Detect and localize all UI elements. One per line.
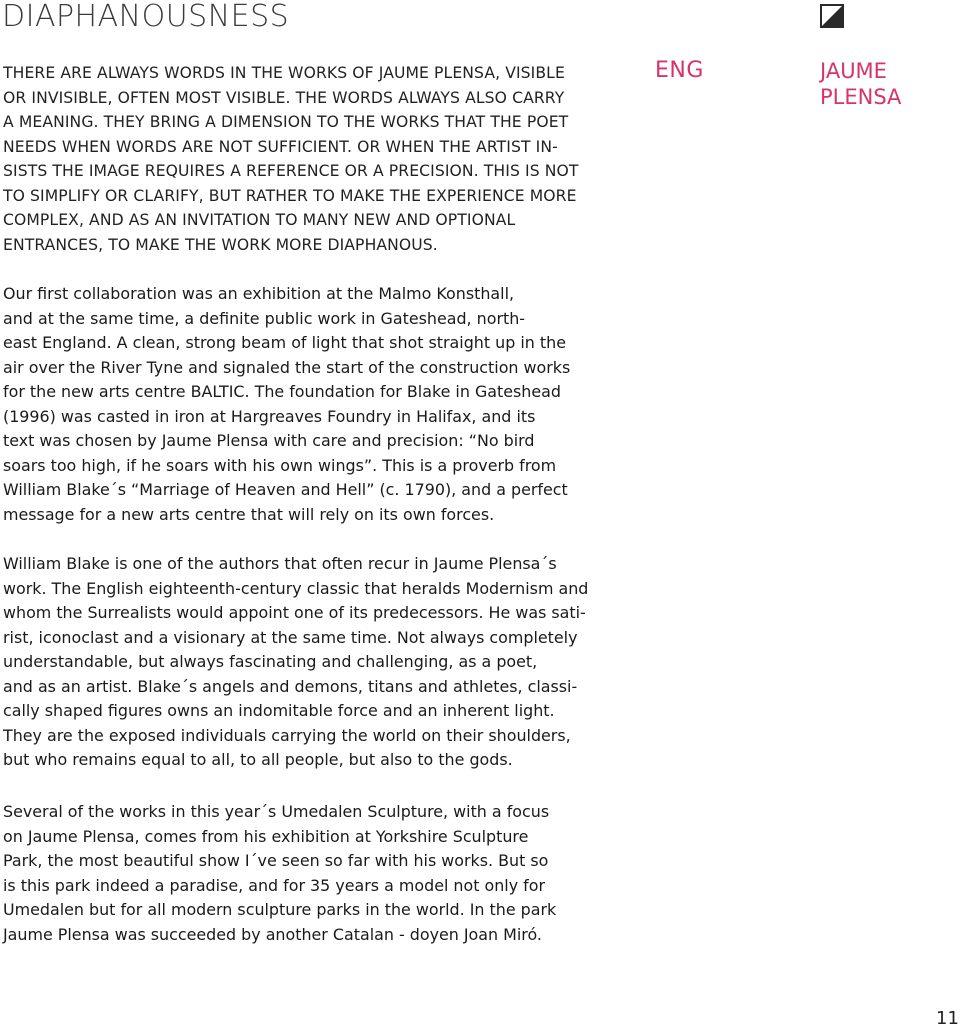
- text-line: and at the same time, a definite public work in Gateshead, north-: [3, 308, 526, 328]
- triangle-corner-icon: [820, 4, 844, 28]
- text-line: Several of the works in this year´s Umedalen Sculpture, with a focus: [3, 802, 550, 821]
- body-paragraph-1: [3, 282, 643, 527]
- author-last-name: PLENSA: [820, 85, 902, 109]
- text-line: NEEDS WHEN WORDS ARE NOT SUFFICIENT. OR WHEN THE ARTIST IN-: [3, 137, 558, 156]
- author-name: [820, 58, 950, 110]
- text-line: They are the exposed individuals carrying the world on their shoulders,: [3, 725, 571, 745]
- intro-paragraph: [3, 61, 633, 257]
- text-line: whom the Surrealists would appoint one of its predecessors. He was sati-: [3, 603, 586, 622]
- text-line: is this park indeed a paradise, and for 35 years a model not only for: [3, 875, 546, 895]
- page-title: DIAPHANOUSNESS: [2, 0, 290, 34]
- text-line: (1996) was casted in iron at Hargreaves Foundry in Halifax, and its: [3, 406, 536, 426]
- body-paragraph-2: [3, 552, 643, 773]
- text-line: soars too high, if he soars with his own wings”. This is a proverb from: [3, 455, 557, 475]
- text-line: William Blake is one of the authors that often recur in Jaume Plensa´s: [3, 554, 557, 573]
- text-line: but who remains equal to all, to all people, but also to the gods.: [3, 750, 513, 769]
- text-line: ENTRANCES, TO MAKE THE WORK MORE DIAPHANOUS.: [3, 235, 438, 254]
- text-line: Park, the most beautiful show I´ve seen so far with his works. But so: [3, 851, 549, 870]
- language-label: ENG: [655, 58, 704, 83]
- page-number: 11: [936, 1008, 959, 1029]
- text-line: and as an artist. Blake´s angels and demons, titans and athletes, classi-: [3, 676, 578, 696]
- author-first-name: JAUME: [820, 59, 887, 83]
- text-line: on Jaume Plensa, comes from his exhibition at Yorkshire Sculpture: [3, 826, 529, 846]
- text-line: understandable, but always fascinating and challenging, as a poet,: [3, 652, 538, 671]
- text-line: cally shaped figures owns an indomitable force and an inherent light.: [3, 701, 555, 720]
- text-line: OR INVISIBLE, OFTEN MOST VISIBLE. THE WORDS ALWAYS ALSO CARRY: [3, 88, 565, 107]
- text-line: TO SIMPLIFY OR CLARIFY, BUT RATHER TO MAKE THE EXPERIENCE MORE: [3, 186, 577, 205]
- text-line: William Blake´s “Marriage of Heaven and Hell” (c. 1790), and a perfect: [3, 480, 568, 499]
- text-line: text was chosen by Jaume Plensa with care and precision: “No bird: [3, 431, 535, 450]
- text-line: Jaume Plensa was succeeded by another Catalan - doyen Joan Miró.: [3, 924, 542, 944]
- text-line: for the new arts centre BALTIC. The foundation for Blake in Gateshead: [3, 382, 561, 401]
- text-line: air over the River Tyne and signaled the start of the construction works: [3, 357, 571, 377]
- text-line: COMPLEX, AND AS AN INVITATION TO MANY NEW AND OPTIONAL: [3, 211, 516, 229]
- text-line: Umedalen but for all modern sculpture parks in the world. In the park: [3, 900, 557, 919]
- text-line: rist, iconoclast and a visionary at the same time. Not always completely: [3, 627, 578, 647]
- text-line: message for a new arts centre that will rely on its own forces.: [3, 504, 495, 524]
- text-line: east England. A clean, strong beam of light that shot straight up in the: [3, 333, 566, 352]
- text-line: A MEANING. THEY BRING A DIMENSION TO THE WORKS THAT THE POET: [3, 113, 569, 131]
- body-paragraph-3: [3, 800, 643, 947]
- text-line: Our first collaboration was an exhibition at the Malmo Konsthall,: [3, 284, 515, 303]
- text-line: SISTS THE IMAGE REQUIRES A REFERENCE OR A PRECISION. THIS IS NOT: [3, 162, 579, 180]
- text-line: THERE ARE ALWAYS WORDS IN THE WORKS OF JAUME PLENSA, VISIBLE: [3, 64, 565, 82]
- text-line: work. The English eighteenth-century classic that heralds Modernism and: [3, 578, 589, 598]
